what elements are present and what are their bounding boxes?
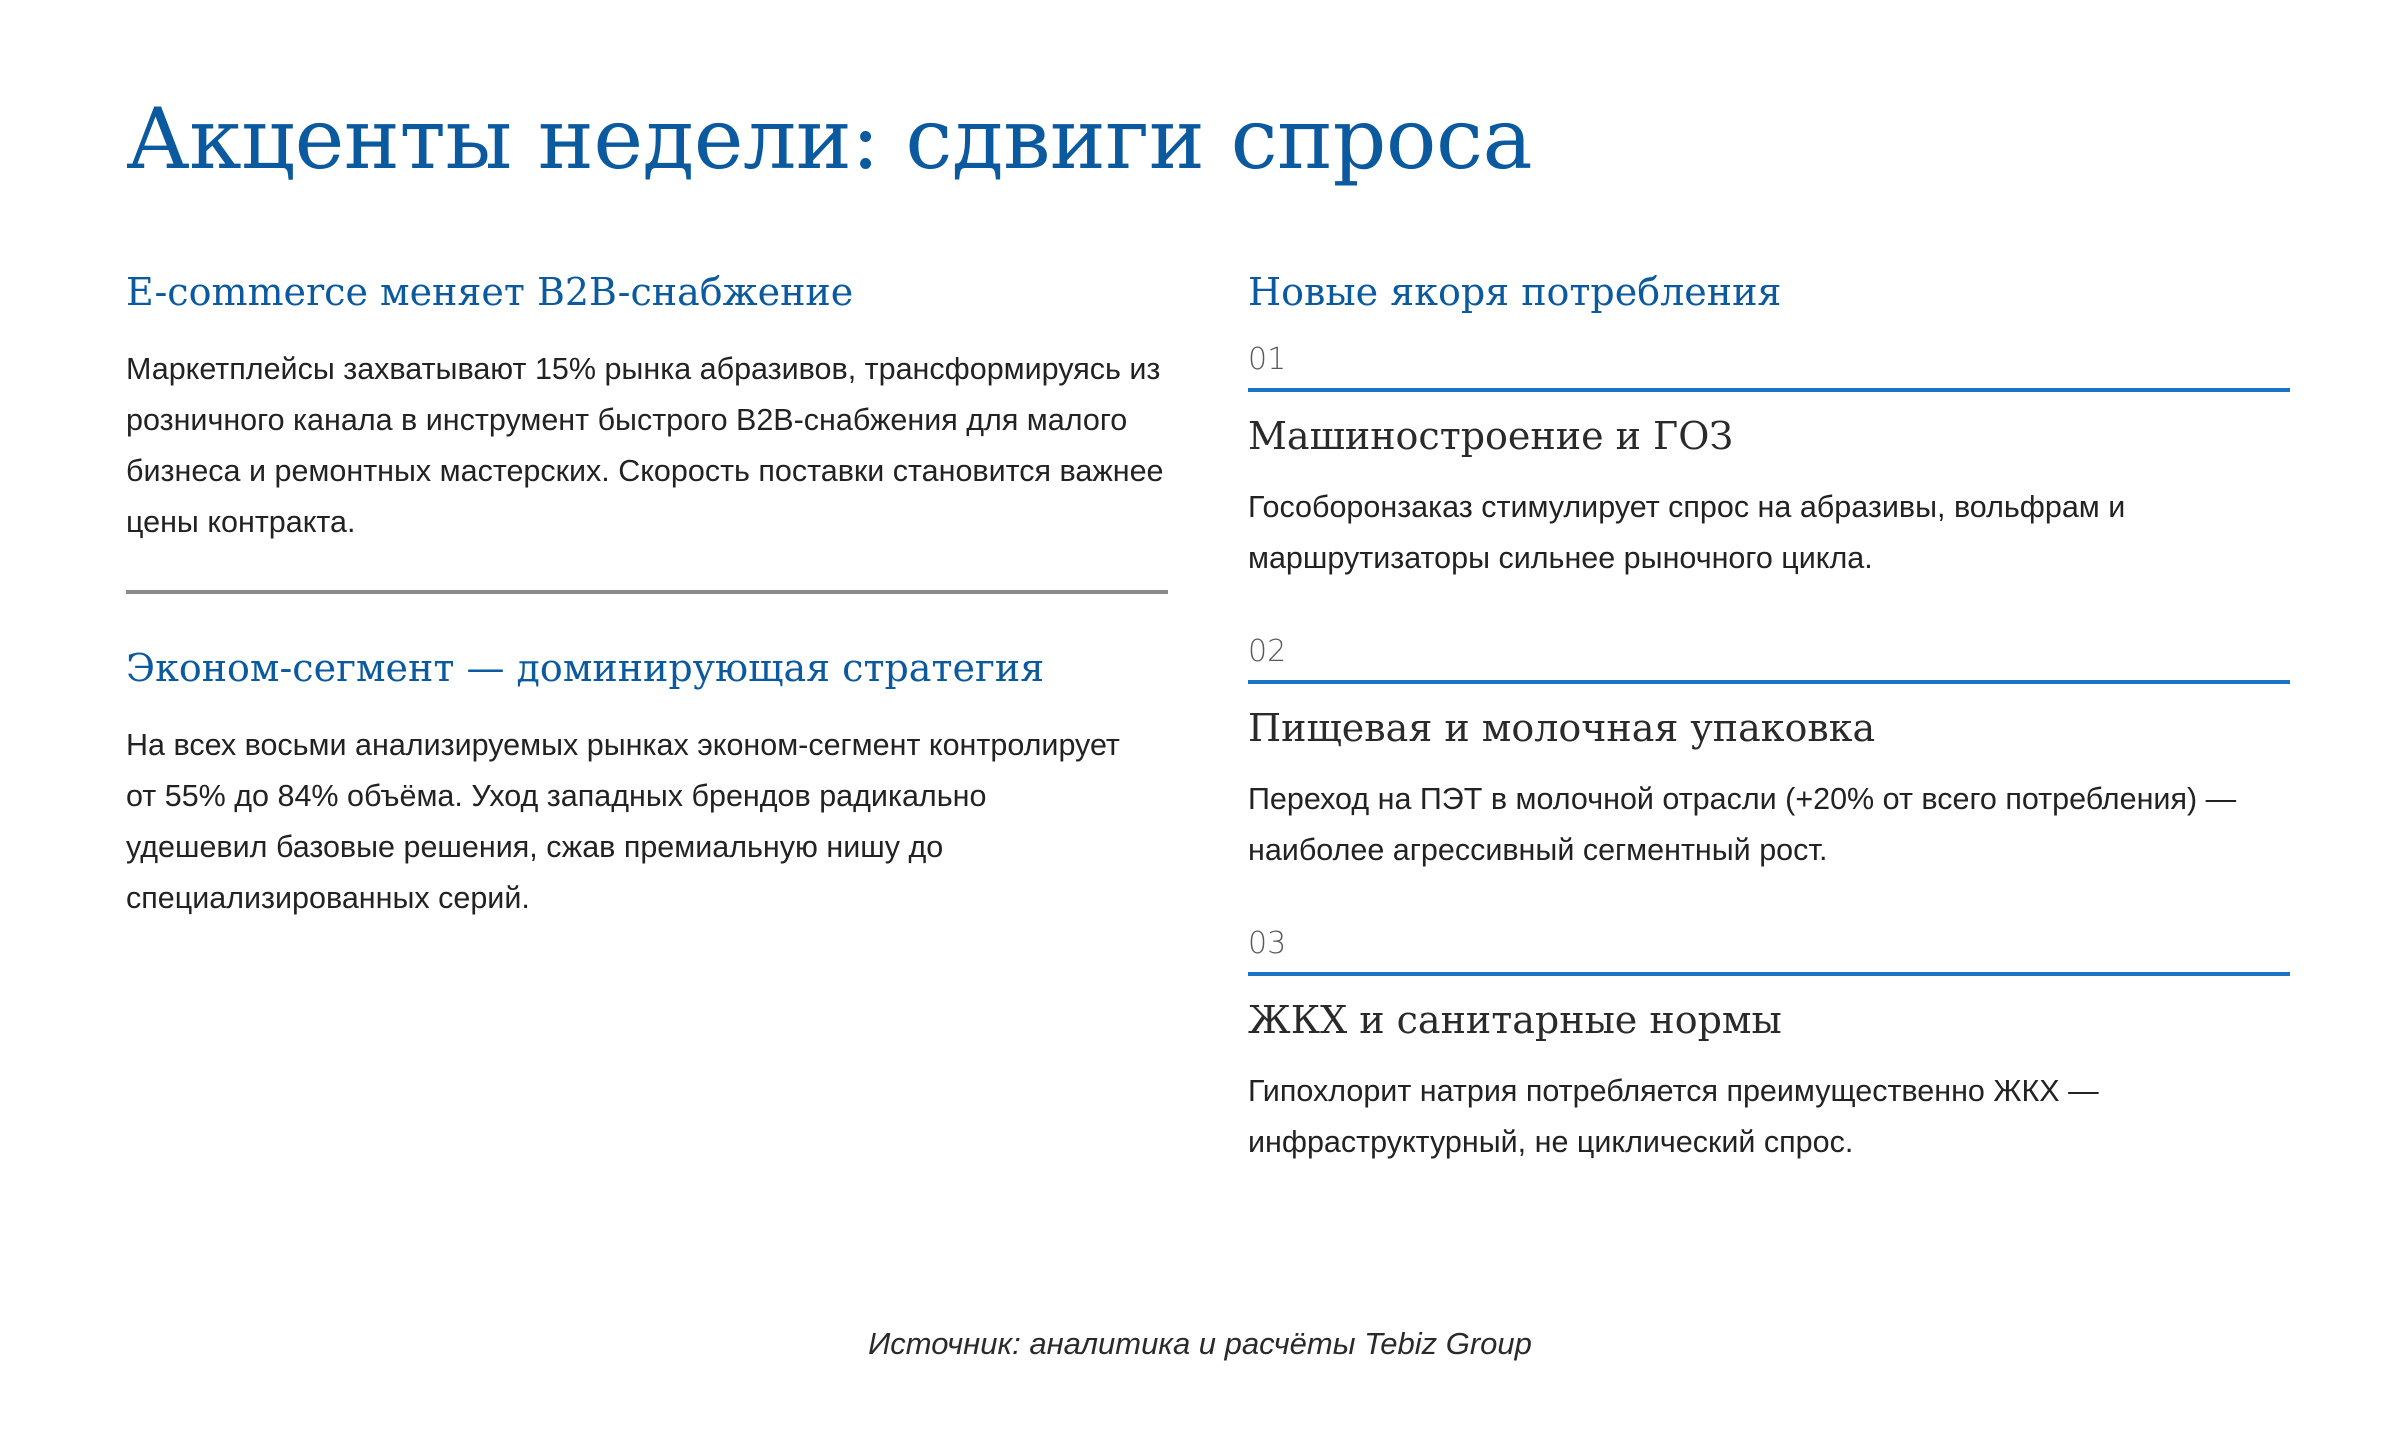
page-title: Акценты недели: сдвиги спроса [126, 90, 1533, 188]
section-divider [126, 590, 1168, 594]
item-rule [1248, 388, 2290, 392]
anchor-item-01 [1248, 340, 2290, 584]
consumption-anchors-heading: Новые якоря потребления [1248, 270, 1782, 314]
economy-segment-text: На всех восьми анализируемых рынках эконом-сегмент контролирует от 55% до 84% объёма. Уход западных брендов радикально удешевил базовые решения, сжав премиальную нишу до специализированных серий. [126, 728, 1120, 915]
economy-segment-heading: Эконом-сегмент — доминирующая стратегия [126, 646, 1045, 690]
ecommerce-text: Маркетплейсы захватывают 15% рынка абразивов, трансформируясь из розничного канала в инструмент быстрого B2B-снабжения для малого бизнеса и ремонтных мастерских. Скорость поставки становится важнее цены контракта. [126, 352, 1164, 539]
item-rule [1248, 972, 2290, 976]
source-note: Источник: аналитика и расчёты Tebiz Group [868, 1326, 1532, 1361]
item-text: Переход на ПЭТ в молочной отрасли (+20% от всего потребления) — наиболее агрессивный сегментный рост. [1248, 782, 2237, 867]
item-number: 02 [1248, 634, 1287, 669]
anchor-item-02 [1248, 632, 2290, 876]
item-text: Гособоронзаказ стимулирует спрос на абразивы, вольфрам и маршрутизаторы сильнее рыночного цикла. [1248, 490, 2126, 575]
ecommerce-heading: E-commerce меняет B2B-снабжение [126, 270, 854, 314]
item-title: ЖКХ и санитарные нормы [1248, 998, 1782, 1042]
item-number: 03 [1248, 926, 1287, 961]
anchor-item-03 [1248, 924, 2290, 1168]
item-title: Пищевая и молочная упаковка [1248, 706, 1876, 750]
item-text: Гипохлорит натрия потребляется преимущественно ЖКХ — инфраструктурный, не циклический спрос. [1248, 1074, 2099, 1159]
item-title: Машиностроение и ГОЗ [1248, 414, 1734, 458]
item-rule [1248, 680, 2290, 684]
left-column [126, 262, 1168, 924]
right-column [1248, 262, 2290, 1168]
item-number: 01 [1248, 342, 1287, 377]
